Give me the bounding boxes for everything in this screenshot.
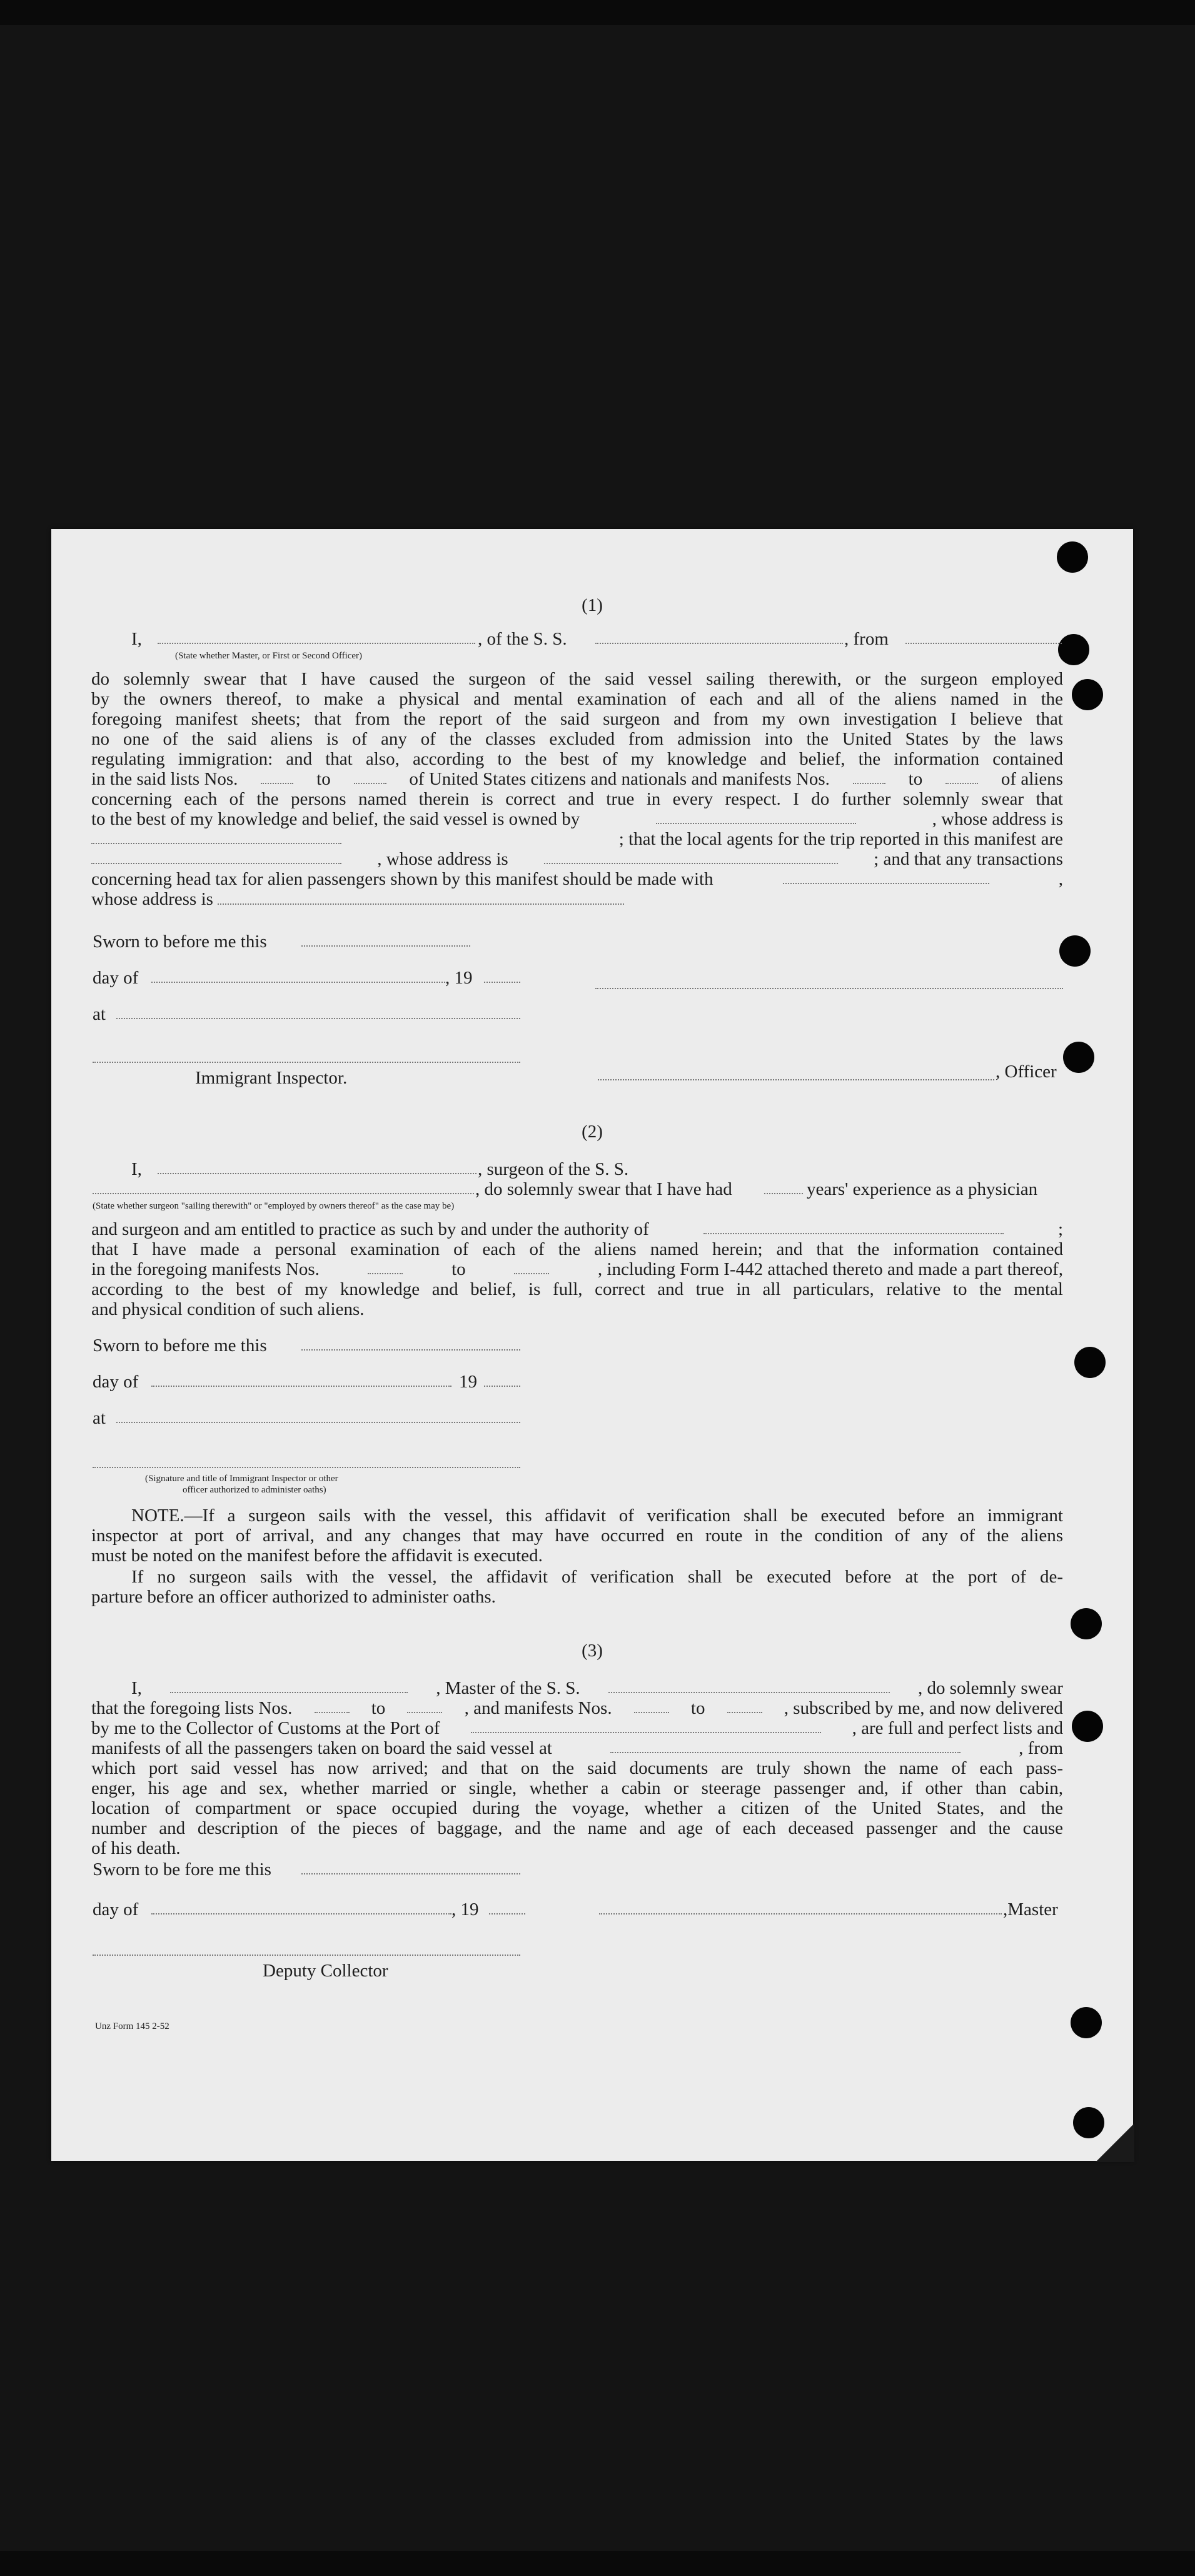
head-tax-line [91,869,1063,889]
sworn-label: Sworn to before me this [93,932,267,952]
paragraph-line: regulating immigration: and that also, according to the best of my knowledge and belief, the information contained [91,749,1063,769]
year-field[interactable] [484,1386,520,1387]
label-whose-address: , whose address is [377,849,508,869]
label-from: , from [1019,1738,1063,1758]
label-years-experience: years' experience as a physician [807,1179,1038,1199]
year-field[interactable] [484,982,520,983]
inspector-signature-line[interactable] [93,1467,520,1468]
label-to: to [690,1698,705,1718]
paragraph-line: inspector at port of arrival, and any changes that may have occurred en route in the condition of any of the aliens [91,1526,1063,1546]
sworn-date-field[interactable] [301,1349,520,1351]
manifests-line [91,1259,1063,1279]
day-of-field[interactable] [151,1386,451,1387]
label-swear-had: , do solemnly swear that I have had [475,1179,732,1199]
signature-caption-2: officer authorized to administer oaths) [183,1485,326,1495]
label-i: I, [131,1159,142,1179]
label-whose-address: whose address is [91,889,213,909]
label-i: I, [131,1678,142,1698]
sworn-date-field[interactable] [301,945,470,947]
master-name-field[interactable] [170,1678,408,1693]
surgeon-vessel-field[interactable] [93,1193,474,1194]
master-signature-line[interactable] [599,1913,1002,1914]
label-to: to [451,1259,466,1279]
officer-name-field[interactable] [158,643,475,644]
section-1-paragraph [91,669,1063,769]
paragraph-line: If no surgeon sails with the vessel, the affidavit of verification shall be executed before at the port of de- [131,1567,1063,1587]
day-of-field[interactable] [151,982,445,983]
manifests-line [91,1738,1063,1758]
label-owned-by: to the best of my knowledge and belief, the said vessel is owned by [91,809,580,829]
inspector-signature-line[interactable] [93,1062,520,1063]
section-1-number: (1) [582,595,603,615]
paragraph-line: location of compartment or space occupied during the voyage, whether a citizen of the United States, and the [91,1798,1063,1818]
label-master-of-ss: , Master of the S. S. [436,1678,580,1698]
label-manifests-nos: , and manifests Nos. [464,1698,612,1718]
scan-bottom-border [0,2551,1195,2576]
label-from: , from [844,629,889,649]
deputy-collector-label: Deputy Collector [263,1961,388,1981]
label-of-ss: , of the S. S. [478,629,567,649]
signature-caption-1: (Signature and title of Immigrant Inspector or other [145,1474,338,1484]
paragraph-line: do solemnly swear that I have caused the surgeon of the said vessel sailing therewith, or the surgeon employed [91,669,1063,689]
paragraph-line: number and description of the pieces of baggage, and the name and age of each deceased passenger and the cause [91,1818,1063,1838]
paragraph-line: that I have made a personal examination of each of the aliens named herein; and that the information contained [91,1239,1063,1259]
agents-line [91,829,1063,849]
lists-from-field[interactable] [315,1698,350,1713]
master-line [131,1678,1063,1698]
paragraph-line: and physical condition of such aliens. [91,1299,365,1319]
label-surgeon-of-ss: , surgeon of the S. S. [478,1159,629,1179]
whose-line [91,849,1063,869]
at-place-field[interactable] [116,1018,520,1019]
label-collector-port: by me to the Collector of Customs at the Port of [91,1718,440,1738]
label-subscribed: , subscribed by me, and now delivered [784,1698,1063,1718]
punch-hole-icon [1074,1347,1106,1378]
label-taken-on-board: manifests of all the passengers taken on board the said vessel at [91,1738,552,1758]
manifests-from-field[interactable] [853,769,885,784]
year-label: , 19 [451,1899,479,1919]
section-3-paragraph [91,1758,1063,1858]
deputy-signature-line[interactable] [93,1955,520,1956]
punch-hole-icon [1071,1608,1102,1639]
embark-port-field[interactable] [610,1738,961,1753]
owned-line [91,809,1063,829]
section-2-number: (2) [582,1122,603,1142]
paragraph-line: NOTE.—If a surgeon sails with the vessel, this affidavit of verification shall be executed before an immigrant [131,1506,1063,1526]
label-practice: and surgeon and am entitled to practice as such by and under the authority of [91,1219,649,1239]
officer-name-line[interactable] [598,1079,994,1080]
state-officer-caption: (State whether Master, or First or Second Officer) [175,651,363,661]
paragraph-line: according to the best of my knowledge and belief, is full, correct and true in all particulars, relative to the mental [91,1279,1063,1299]
head-tax-contact-field[interactable] [783,869,989,884]
head-tax-address-field[interactable] [218,890,624,905]
label-whose-address: , whose address is [932,809,1063,829]
lists-to-field[interactable] [354,769,386,784]
paragraph-line: foregoing manifest sheets; that from the report of the said surgeon and from my own investigation I believe that [91,709,1063,729]
day-of-field[interactable] [151,1913,451,1914]
label-lists-nos: in the said lists Nos. [91,769,238,789]
paragraph-line: concerning each of the persons named therein is correct and true in every respect. I do further solemnly swear that [91,789,1063,809]
port-field[interactable] [471,1718,821,1733]
punch-hole-icon [1058,634,1089,665]
owner-field[interactable] [656,809,856,824]
sworn-label: Sworn to before me this [93,1336,267,1356]
punch-hole-icon [1063,1042,1094,1073]
label-foregoing-manifests: in the foregoing manifests Nos. [91,1259,320,1279]
note-paragraph [91,1506,1063,1566]
manifests-to-field[interactable] [945,769,978,784]
label-semicolon: ; [1057,1219,1063,1239]
label-transactions: ; and that any transactions [874,849,1063,869]
owner-address-field[interactable] [91,829,341,844]
punch-hole-icon [1059,935,1091,967]
according-lines [91,1279,1063,1319]
punch-hole-icon [1072,1711,1103,1742]
collector-line [91,1718,1063,1738]
label-citizens-manifests: of United States citizens and nationals and manifests Nos. [409,769,830,789]
day-of-label: day of [93,1372,139,1392]
punch-hole-icon [1072,679,1103,710]
paragraph-line: parture before an officer authorized to administer oaths. [91,1587,496,1607]
surgeon-name-field[interactable] [158,1173,476,1174]
from-port-field[interactable] [905,643,1062,644]
punch-hole-icon [1073,2107,1104,2138]
section-1-line-i [131,629,142,649]
punch-hole-icon [1057,541,1088,573]
sworn-label: Sworn to be fore me this [93,1859,271,1879]
label-of-aliens: of aliens [1001,769,1063,789]
officer-label: , Officer [996,1062,1057,1082]
section-3-number: (3) [582,1641,603,1661]
lists-line [91,1698,1063,1718]
local-agents-field[interactable] [91,849,341,864]
master-label: ,Master [1003,1899,1058,1919]
label-to: to [908,769,923,789]
manifest-affidavit-page [51,529,1133,2161]
paragraph-line: must be noted on the manifest before the affidavit is executed. [91,1546,543,1566]
manifests-from-field[interactable] [368,1259,403,1274]
state-surgeon-caption: (State whether surgeon "sailing therewith" or "employed by owners thereof" as the case may be) [93,1201,455,1211]
immigrant-inspector-label: Immigrant Inspector. [195,1068,348,1088]
paragraph-line: of his death. [91,1838,181,1858]
manifests-to-field[interactable] [727,1698,762,1713]
manifests-from-field[interactable] [634,1698,669,1713]
year-label: , 19 [445,968,473,988]
paragraph-line: by the owners thereof, to make a physical and mental examination of each and all of the aliens named in the [91,689,1063,709]
master-vessel-field[interactable] [608,1678,890,1693]
label-head-tax: concerning head tax for alien passengers shown by this manifest should be made with [91,869,713,889]
lists-line [91,769,1063,789]
label-form-i442: , including Form I-442 attached thereto and made a part thereof, [597,1259,1063,1279]
concerning-line [91,789,1063,809]
punch-hole-icon [1071,2007,1102,2038]
at-label: at [93,1408,106,1428]
label-full-perfect: , are full and perfect lists and [852,1718,1063,1738]
at-label: at [93,1004,106,1024]
scan-top-border [0,0,1195,25]
agents-address-field[interactable] [544,849,838,864]
year-field[interactable] [489,1913,525,1914]
label-to: to [371,1698,386,1718]
lists-from-field[interactable] [261,769,293,784]
label-to: to [316,769,331,789]
years-experience-field[interactable] [764,1193,803,1194]
sworn-date-field[interactable] [301,1873,520,1874]
day-of-label: day of [93,1899,139,1919]
at-place-field[interactable] [116,1422,520,1423]
form-id: Unz Form 145 2-52 [95,2021,169,2031]
label-foregoing-lists: that the foregoing lists Nos. [91,1698,293,1718]
lists-to-field[interactable] [407,1698,442,1713]
vessel-name-field[interactable] [595,643,843,644]
personal-line [91,1239,1063,1259]
no-surgeon-paragraph [91,1567,1063,1607]
paragraph-line: which port said vessel has now arrived; and that on the said documents are truly shown the name of each pass- [91,1758,1063,1778]
label-solemnly-swear: , do solemnly swear [917,1678,1063,1698]
practice-line [91,1219,1063,1239]
day-of-label: day of [93,968,139,988]
paragraph-line: no one of the said aliens is of any of the classes excluded from admission into the United States by the laws [91,729,1063,749]
label-i: I, [131,629,142,649]
label-local-agents: ; that the local agents for the trip reported in this manifest are [618,829,1063,849]
authority-field[interactable] [703,1219,1004,1234]
label-comma: , [1058,869,1063,889]
manifests-to-field[interactable] [514,1259,549,1274]
year-label: 19 [459,1372,477,1392]
whose-address-line [91,889,624,909]
officer-signature-line[interactable] [595,988,1063,989]
paragraph-line: enger, his age and sex, whether married or single, whether a cabin or steerage passenger and, if other than cabin, [91,1778,1063,1798]
